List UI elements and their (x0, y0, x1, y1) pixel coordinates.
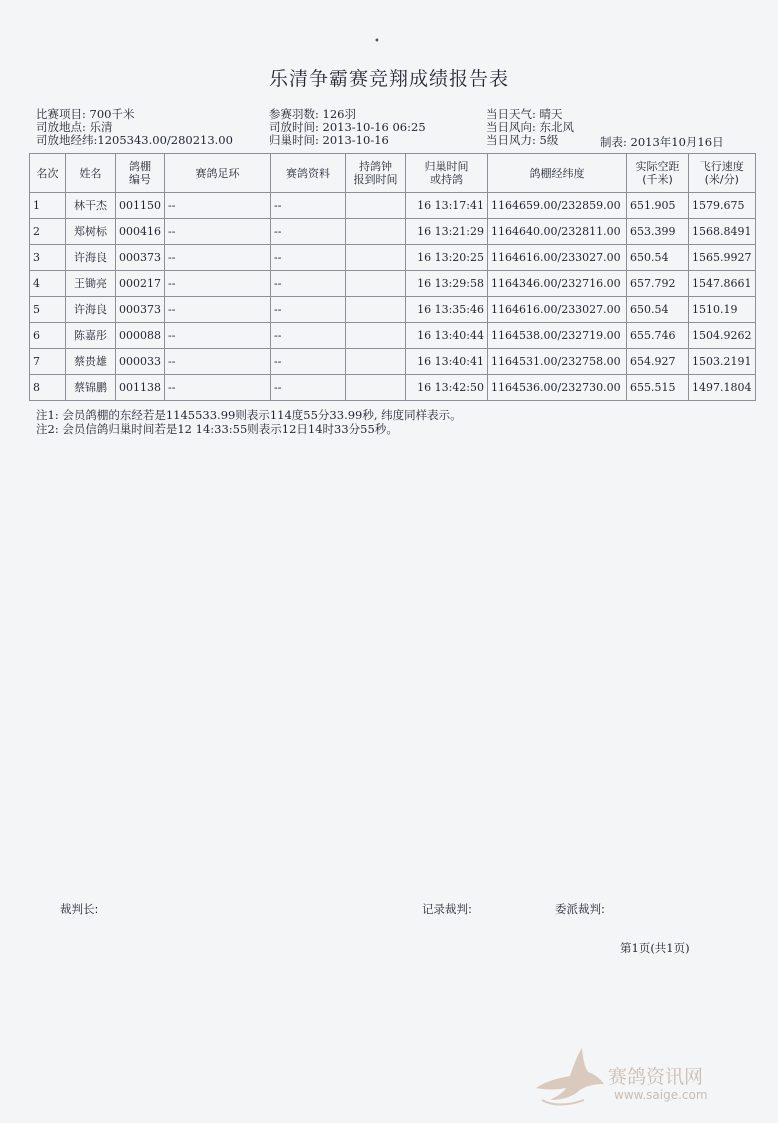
rank-cell: 1 (30, 193, 66, 219)
ring-cell: -- (165, 323, 271, 349)
release-time: 司放时间: 2013-10-16 06:25 (269, 120, 426, 134)
name-cell: 林干杰 (66, 193, 116, 219)
name-cell: 蔡贵雄 (66, 349, 116, 375)
info-block-mid (269, 108, 426, 147)
header-loft-no: 鸽棚 编号 (116, 154, 165, 193)
header-ring: 赛鸽足环 (165, 154, 271, 193)
time-cell: 16 13:21:29 (406, 219, 488, 245)
ring-cell: -- (165, 349, 271, 375)
speed-cell: 1503.2191 (689, 349, 756, 375)
report-title: 乐清争霸赛竞翔成绩报告表 (268, 68, 509, 90)
event-item: 比赛项目: 700千米 (36, 107, 135, 121)
table-row (30, 323, 756, 349)
page-number: 第1页(共1页) (620, 941, 690, 955)
speed-cell: 1504.9262 (689, 323, 756, 349)
data-cell: -- (271, 297, 346, 323)
speed-cell: 1579.675 (689, 193, 756, 219)
coords-cell: 1164616.00/233027.00 (488, 245, 627, 271)
coords-cell: 1164659.00/232859.00 (488, 193, 627, 219)
header-clock-time: 持鸽钟 报到时间 (346, 154, 406, 193)
results-table (29, 153, 756, 401)
distance-cell: 655.515 (627, 375, 689, 401)
chief-judge-label: 裁判长: (60, 902, 99, 916)
name-cell: 许海良 (66, 245, 116, 271)
table-row (30, 375, 756, 401)
data-cell: -- (271, 349, 346, 375)
clock-cell (346, 375, 406, 401)
table-row (30, 245, 756, 271)
distance-cell: 651.905 (627, 193, 689, 219)
scan-mark: • (374, 36, 380, 47)
clock-cell (346, 219, 406, 245)
rank-cell: 5 (30, 297, 66, 323)
data-cell: -- (271, 323, 346, 349)
loft-cell: 001150 (116, 193, 165, 219)
watermark (528, 1040, 768, 1110)
name-cell: 郑树标 (66, 219, 116, 245)
watermark-text: 赛鸽资讯网 (608, 1066, 704, 1088)
table-row (30, 219, 756, 245)
header-bird-data: 赛鸽资料 (271, 154, 346, 193)
header-name: 姓名 (66, 154, 116, 193)
header-row (30, 154, 756, 193)
distance-cell: 654.927 (627, 349, 689, 375)
clock-cell (346, 323, 406, 349)
speed-cell: 1568.8491 (689, 219, 756, 245)
data-cell: -- (271, 219, 346, 245)
rank-cell: 3 (30, 245, 66, 271)
distance-cell: 655.746 (627, 323, 689, 349)
ring-cell: -- (165, 219, 271, 245)
time-cell: 16 13:20:25 (406, 245, 488, 271)
table-row (30, 193, 756, 219)
speed-cell: 1547.8661 (689, 271, 756, 297)
distance-cell: 653.399 (627, 219, 689, 245)
rank-cell: 8 (30, 375, 66, 401)
speed-cell: 1565.9927 (689, 245, 756, 271)
table-row (30, 297, 756, 323)
rank-cell: 4 (30, 271, 66, 297)
return-date: 归巢时间: 2013-10-16 (269, 133, 389, 147)
made-date: 制表: 2013年10月16日 (600, 135, 724, 149)
weather: 当日天气: 晴天 (486, 107, 563, 121)
ring-cell: -- (165, 297, 271, 323)
data-cell: -- (271, 193, 346, 219)
speed-cell: 1497.1804 (689, 375, 756, 401)
watermark-url: www.saige.com (614, 1088, 708, 1102)
ring-cell: -- (165, 375, 271, 401)
ring-cell: -- (165, 193, 271, 219)
distance-cell: 650.54 (627, 245, 689, 271)
header-distance: 实际空距 (千米) (627, 154, 689, 193)
clock-cell (346, 271, 406, 297)
clock-cell (346, 245, 406, 271)
loft-cell: 000088 (116, 323, 165, 349)
loft-cell: 000217 (116, 271, 165, 297)
assigned-judge-label: 委派裁判: (555, 902, 605, 916)
header-speed: 飞行速度 (米/分) (689, 154, 756, 193)
time-cell: 16 13:29:58 (406, 271, 488, 297)
clock-cell (346, 349, 406, 375)
rank-cell: 2 (30, 219, 66, 245)
data-cell: -- (271, 271, 346, 297)
time-cell: 16 13:42:50 (406, 375, 488, 401)
clock-cell (346, 297, 406, 323)
loft-cell: 000373 (116, 245, 165, 271)
coords-cell: 1164536.00/232730.00 (488, 375, 627, 401)
header-rank: 名次 (30, 154, 66, 193)
wind-force: 当日风力: 5级 (486, 133, 559, 147)
time-cell: 16 13:35:46 (406, 297, 488, 323)
pigeon-logo-icon (528, 1040, 608, 1110)
ring-cell: -- (165, 271, 271, 297)
loft-cell: 000033 (116, 349, 165, 375)
loft-cell: 000373 (116, 297, 165, 323)
coords-cell: 1164346.00/232716.00 (488, 271, 627, 297)
distance-cell: 650.54 (627, 297, 689, 323)
ring-cell: -- (165, 245, 271, 271)
entry-count: 参赛羽数: 126羽 (269, 107, 356, 121)
header-return-time: 归巢时间 或持鸽 (406, 154, 488, 193)
coords-cell: 1164538.00/232719.00 (488, 323, 627, 349)
rank-cell: 6 (30, 323, 66, 349)
name-cell: 蔡锦鹏 (66, 375, 116, 401)
note-1: 注1: 会员鸽棚的东经若是1145533.99则表示114度55分33.99秒, 纬度同样表示。 (36, 408, 462, 422)
clock-cell (346, 193, 406, 219)
wind-direction: 当日风向: 东北风 (486, 120, 575, 134)
coords-cell: 1164531.00/232758.00 (488, 349, 627, 375)
coords-cell: 1164640.00/232811.00 (488, 219, 627, 245)
name-cell: 许海良 (66, 297, 116, 323)
speed-cell: 1510.19 (689, 297, 756, 323)
header-loft-coords: 鸽棚经纬度 (488, 154, 627, 193)
coords-cell: 1164616.00/233027.00 (488, 297, 627, 323)
release-location: 司放地点: 乐清 (36, 120, 113, 134)
data-cell: -- (271, 245, 346, 271)
note-2: 注2: 会员信鸽归巢时间若是12 14:33:55则表示12日14时33分55秒。 (36, 422, 398, 436)
distance-cell: 657.792 (627, 271, 689, 297)
loft-cell: 001138 (116, 375, 165, 401)
recording-judge-label: 记录裁判: (422, 902, 472, 916)
loft-cell: 000416 (116, 219, 165, 245)
name-cell: 陈嘉彤 (66, 323, 116, 349)
time-cell: 16 13:40:41 (406, 349, 488, 375)
time-cell: 16 13:40:44 (406, 323, 488, 349)
info-block-left (36, 108, 233, 147)
rank-cell: 7 (30, 349, 66, 375)
data-cell: -- (271, 375, 346, 401)
release-coords: 司放地经纬:1205343.00/280213.00 (36, 133, 233, 147)
table-row (30, 271, 756, 297)
table-row (30, 349, 756, 375)
name-cell: 王锄亮 (66, 271, 116, 297)
info-block-right (486, 108, 574, 147)
notes (36, 408, 462, 436)
time-cell: 16 13:17:41 (406, 193, 488, 219)
